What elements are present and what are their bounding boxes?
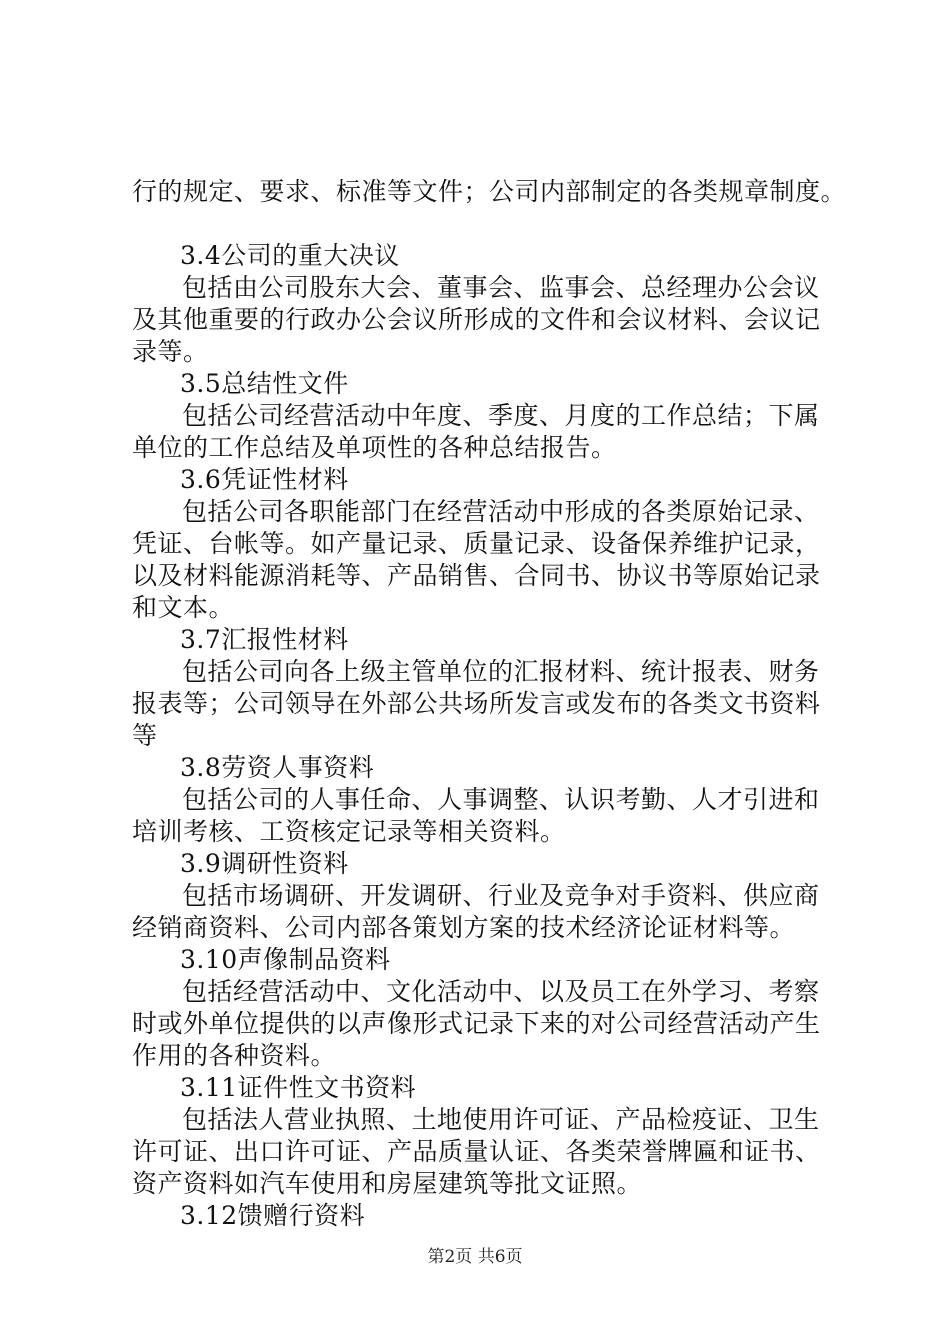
page-number-footer: 第2页 共6页 bbox=[427, 1247, 523, 1267]
text-line: 等 bbox=[132, 721, 158, 750]
text-line: 包括法人营业执照、土地使用许可证、产品检疫证、卫生 bbox=[182, 1105, 820, 1134]
section-heading: 3.8劳资人事资料 bbox=[180, 753, 375, 782]
text-line: 凭证、台帐等。如产量记录、质量记录、设备保养维护记录， bbox=[132, 529, 821, 558]
text-line: 包括公司的人事任命、人事调整、认识考勤、人才引进和 bbox=[182, 785, 820, 814]
section-heading: 3.12馈赠行资料 bbox=[180, 1201, 366, 1230]
section-heading: 3.11证件性文书资料 bbox=[180, 1073, 417, 1102]
text-line: 资产资料如汽车使用和房屋建筑等批文证照。 bbox=[132, 1169, 643, 1198]
text-line: 经销商资料、公司内部各策划方案的技术经济论证材料等。 bbox=[132, 913, 796, 942]
text-line: 许可证、出口许可证、产品质量认证、各类荣誉牌匾和证书、 bbox=[132, 1137, 821, 1166]
text-line: 包括公司各职能部门在经营活动中形成的各类原始记录、 bbox=[182, 497, 820, 526]
text-line: 包括公司经营活动中年度、季度、月度的工作总结；下属 bbox=[182, 401, 820, 430]
section-heading: 3.9调研性资料 bbox=[180, 849, 349, 878]
text-line: 包括经营活动中、文化活动中、以及员工在外学习、考察 bbox=[182, 977, 820, 1006]
text-line: 报表等；公司领导在外部公共场所发言或发布的各类文书资料 bbox=[132, 689, 821, 718]
text-line: 及其他重要的行政办公会议所形成的文件和会议材料、会议记 bbox=[132, 305, 821, 334]
text-line: 和文本。 bbox=[132, 593, 235, 622]
section-heading: 3.10声像制品资料 bbox=[180, 945, 391, 974]
text-line: 录等。 bbox=[132, 337, 209, 366]
text-line: 包括市场调研、开发调研、行业及竞争对手资料、供应商 bbox=[182, 881, 820, 910]
text-line: 以及材料能源消耗等、产品销售、合同书、协议书等原始记录 bbox=[132, 561, 821, 590]
text-line: 作用的各种资料。 bbox=[132, 1041, 337, 1070]
section-heading: 3.7汇报性材料 bbox=[180, 625, 349, 654]
text-line: 包括公司向各上级主管单位的汇报材料、统计报表、财务 bbox=[182, 657, 820, 686]
text-line: 包括由公司股东大会、董事会、监事会、总经理办公会议 bbox=[182, 273, 820, 302]
section-heading: 3.4公司的重大决议 bbox=[180, 241, 400, 270]
text-line: 单位的工作总结及单项性的各种总结报告。 bbox=[132, 433, 617, 462]
text-line: 培训考核、工资核定记录等相关资料。 bbox=[132, 817, 566, 846]
text-line: 行的规定、要求、标准等文件；公司内部制定的各类规章制度。 bbox=[132, 177, 847, 206]
text-line: 时或外单位提供的以声像形式记录下来的对公司经营活动产生 bbox=[132, 1009, 821, 1038]
section-heading: 3.6凭证性材料 bbox=[180, 465, 349, 494]
section-heading: 3.5总结性文件 bbox=[180, 369, 349, 398]
